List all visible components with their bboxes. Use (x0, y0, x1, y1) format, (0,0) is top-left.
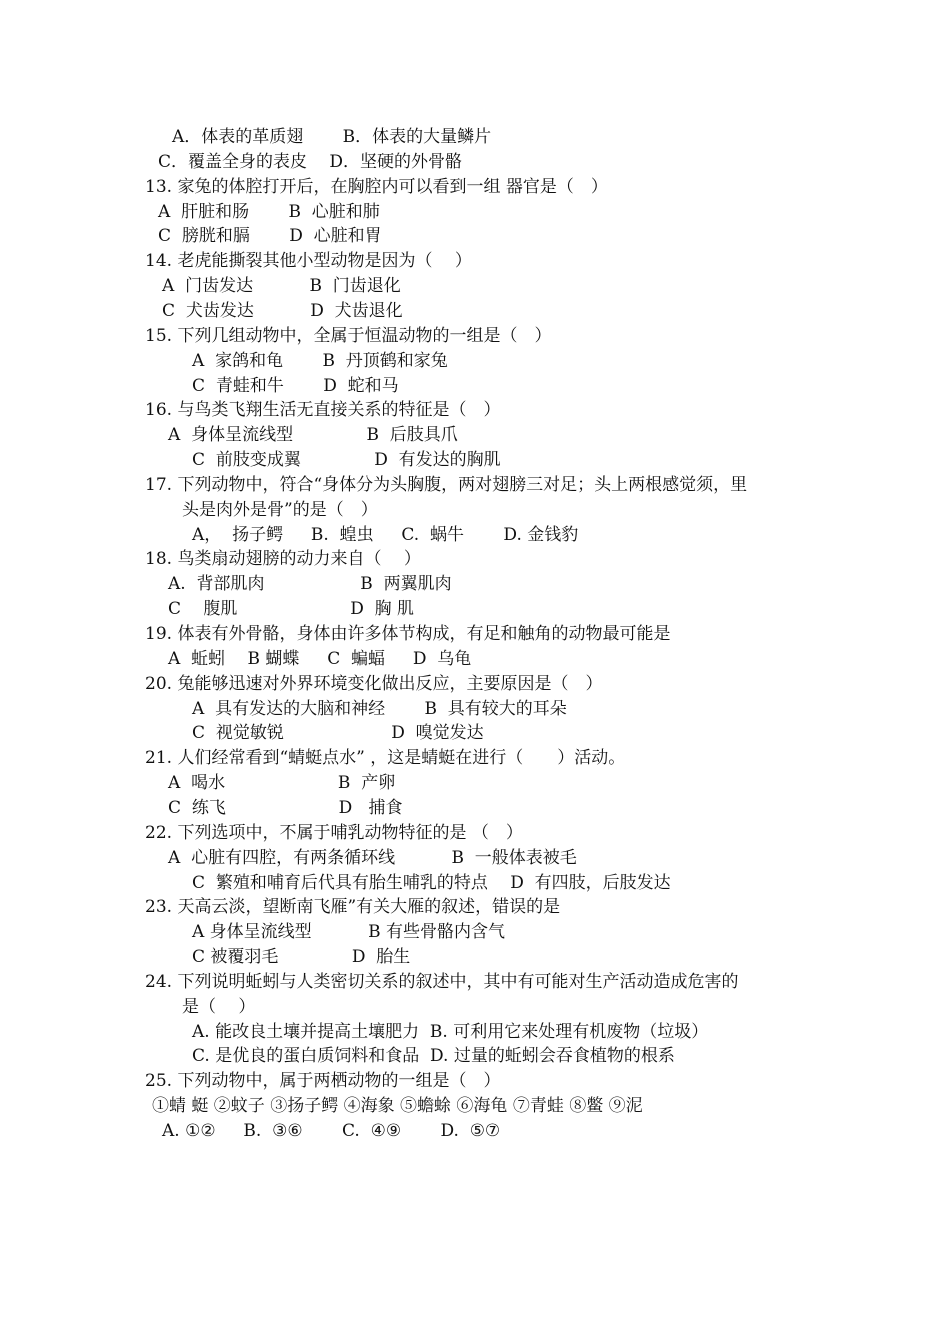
text-line: C 被覆羽毛 D 胎生 (192, 947, 411, 968)
text-line: 14. 老虎能撕裂其他小型动物是因为（ ） (145, 251, 472, 272)
text-line: 23. 天高云淡，望断南飞雁”有关大雁的叙述，错误的是 (145, 897, 561, 918)
text-line: 是（ ） (182, 996, 256, 1017)
text-line: C 前肢变成翼 D 有发达的胸肌 (192, 450, 501, 471)
text-line: 19. 体表有外骨骼，身体由许多体节构成，有足和触角的动物最可能是 (145, 624, 671, 644)
text-line: 17. 下列动物中，符合“身体分为头胸腹，两对翅膀三对足；头上两根感觉须，里 (145, 474, 748, 495)
text-line: C 练飞 D 捕食 (168, 797, 403, 818)
text-line: 25. 下列动物中，属于两栖动物的一组是（ ） (145, 1071, 501, 1092)
text-line: A， 扬子鳄 B. 蝗虫 C. 蜗牛 D. 金钱豹 (192, 524, 579, 545)
text-line: A. 背部肌肉 B 两翼肌肉 (168, 574, 452, 595)
text-line: C 视觉敏锐 D 嗅觉发达 (192, 723, 484, 744)
text-line: 21. 人们经常看到“蜻蜓点水” ，这是蜻蜓在进行（ ）活动。 (145, 748, 626, 769)
text-line: A 门齿发达 B 门齿退化 (162, 276, 401, 297)
text-line: C．覆盖全身的表皮 D．坚硬的外骨骼 (158, 151, 463, 172)
text-line: C 青蛙和牛 D 蛇和马 (192, 375, 399, 396)
text-line: A 身体呈流线型 B 后肢具爪 (168, 425, 458, 446)
text-line: A. ①② B. ③⑥ C. ④⑨ D. ⑤⑦ (162, 1121, 501, 1141)
text-line: 16. 与鸟类飞翔生活无直接关系的特征是（ ） (145, 400, 501, 421)
text-line: 20. 兔能够迅速对外界环境变化做出反应，主要原因是（ ） (145, 673, 603, 694)
text-line: 22. 下列选项中，不属于哺乳动物特征的是 （ ） (145, 822, 523, 843)
text-line: ①蜻 蜓 ②蚊子 ③扬子鳄 ④海象 ⑤蟾蜍 ⑥海龟 ⑦青蛙 ⑧鳖 ⑨泥 (152, 1096, 643, 1117)
text-line: A 心脏有四腔，有两条循环线 B 一般体表被毛 (168, 847, 577, 868)
text-line: A 具有发达的大脑和神经 B 具有较大的耳朵 (192, 698, 567, 719)
text-line: C 腹肌 D 胸 肌 (168, 599, 415, 620)
text-line: 18. 鸟类扇动翅膀的动力来自（ ） (145, 549, 421, 570)
text-line: C 犬齿发达 D 犬齿退化 (162, 300, 403, 321)
text-line: 头是肉外是骨”的是（ ） (182, 499, 378, 520)
text-line: A 肝脏和肠 B 心脏和肺 (158, 201, 380, 222)
text-line: 15. 下列几组动物中，全属于恒温动物的一组是（ ） (145, 325, 552, 346)
text-line: 13. 家兔的体腔打开后，在胸腔内可以看到一组 器官是（ ） (145, 176, 608, 197)
text-line: A 家鸽和龟 B 丹顶鹤和家兔 (192, 350, 448, 371)
text-line: A．体表的革质翅 B．体表的大量鳞片 (172, 127, 492, 147)
text-line: C 繁殖和哺育后代具有胎生哺乳的特点 D 有四肢，后肢发达 (192, 872, 671, 893)
text-line: C. 是优良的蛋白质饲料和食品 D. 过量的蚯蚓会吞食植物的根系 (192, 1046, 675, 1067)
text-line: A 身体呈流线型 B 有些骨骼内含气 (192, 922, 505, 943)
text-line: C 膀胱和膈 D 心脏和胃 (158, 226, 382, 247)
text-line: A 蚯蚓 B 蝴蝶 C 蝙蝠 D 乌龟 (168, 648, 472, 669)
text-line: A. 能改良土壤并提高土壤肥力 B. 可利用它来处理有机废物（垃圾） (192, 1021, 709, 1042)
text-line: A 喝水 B 产卵 (168, 773, 396, 794)
text-line: 24. 下列说明蚯蚓与人类密切关系的叙述中，其中有可能对生产活动造成危害的 (145, 971, 739, 992)
